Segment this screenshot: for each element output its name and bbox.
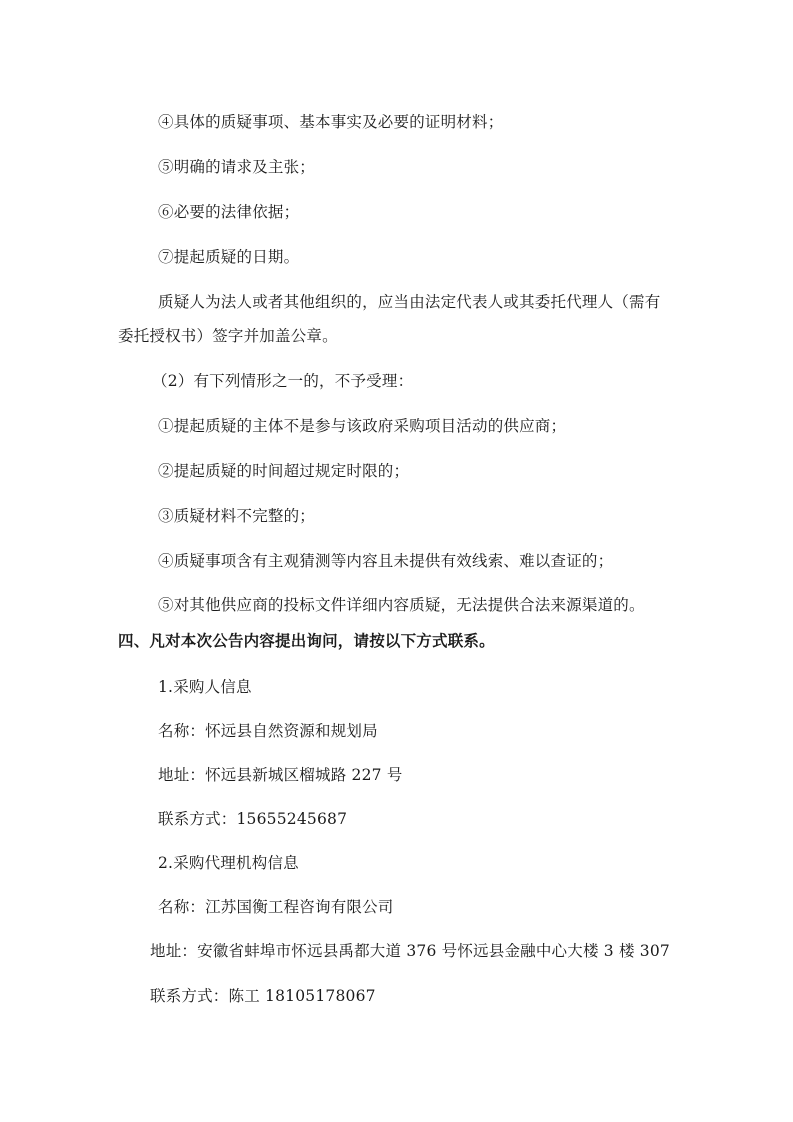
signature-paragraph-line1: 质疑人为法人或者其他组织的，应当由法定代表人或其委托代理人（需有	[158, 293, 661, 311]
purchaser-name: 名称：怀远县自然资源和规划局	[158, 722, 378, 740]
agency-address: 地址：安徽省蚌埠市怀远县禹都大道 376 号怀远县金融中心大楼 3 楼 307	[150, 942, 670, 960]
rejection-item-2: ②提起质疑的时间超过规定时限的；	[158, 462, 410, 480]
item-6-line: ⑥必要的法律依据；	[158, 203, 300, 221]
signature-paragraph-line2: 委托授权书）签字并加盖公章。	[118, 327, 338, 345]
purchaser-address: 地址：怀远县新城区榴城路 227 号	[158, 766, 403, 784]
item-5-line: ⑤明确的请求及主张；	[158, 158, 316, 176]
rejection-item-1: ①提起质疑的主体不是参与该政府采购项目活动的供应商；	[158, 417, 567, 435]
rejection-item-5: ⑤对其他供应商的投标文件详细内容质疑，无法提供合法来源渠道的。	[158, 596, 645, 614]
agency-contact: 联系方式：陈工 18105178067	[150, 987, 376, 1005]
rejection-item-4: ④质疑事项含有主观猜测等内容且未提供有效线索、难以查证的；	[158, 552, 614, 570]
rejection-item-3: ③质疑材料不完整的；	[158, 507, 316, 525]
item-7-line: ⑦提起质疑的日期。	[158, 248, 300, 266]
rejection-intro: （2）有下列情形之一的，不予受理：	[152, 372, 414, 390]
agency-title: 2.采购代理机构信息	[158, 854, 299, 872]
agency-name: 名称：江苏国衡工程咨询有限公司	[158, 898, 394, 916]
item-4-line: ④具体的质疑事项、基本事实及必要的证明材料；	[158, 113, 504, 131]
section-heading: 四、凡对本次公告内容提出询问，请按以下方式联系。	[118, 632, 495, 650]
purchaser-contact: 联系方式：15655245687	[158, 810, 348, 828]
purchaser-title: 1.采购人信息	[158, 678, 252, 696]
